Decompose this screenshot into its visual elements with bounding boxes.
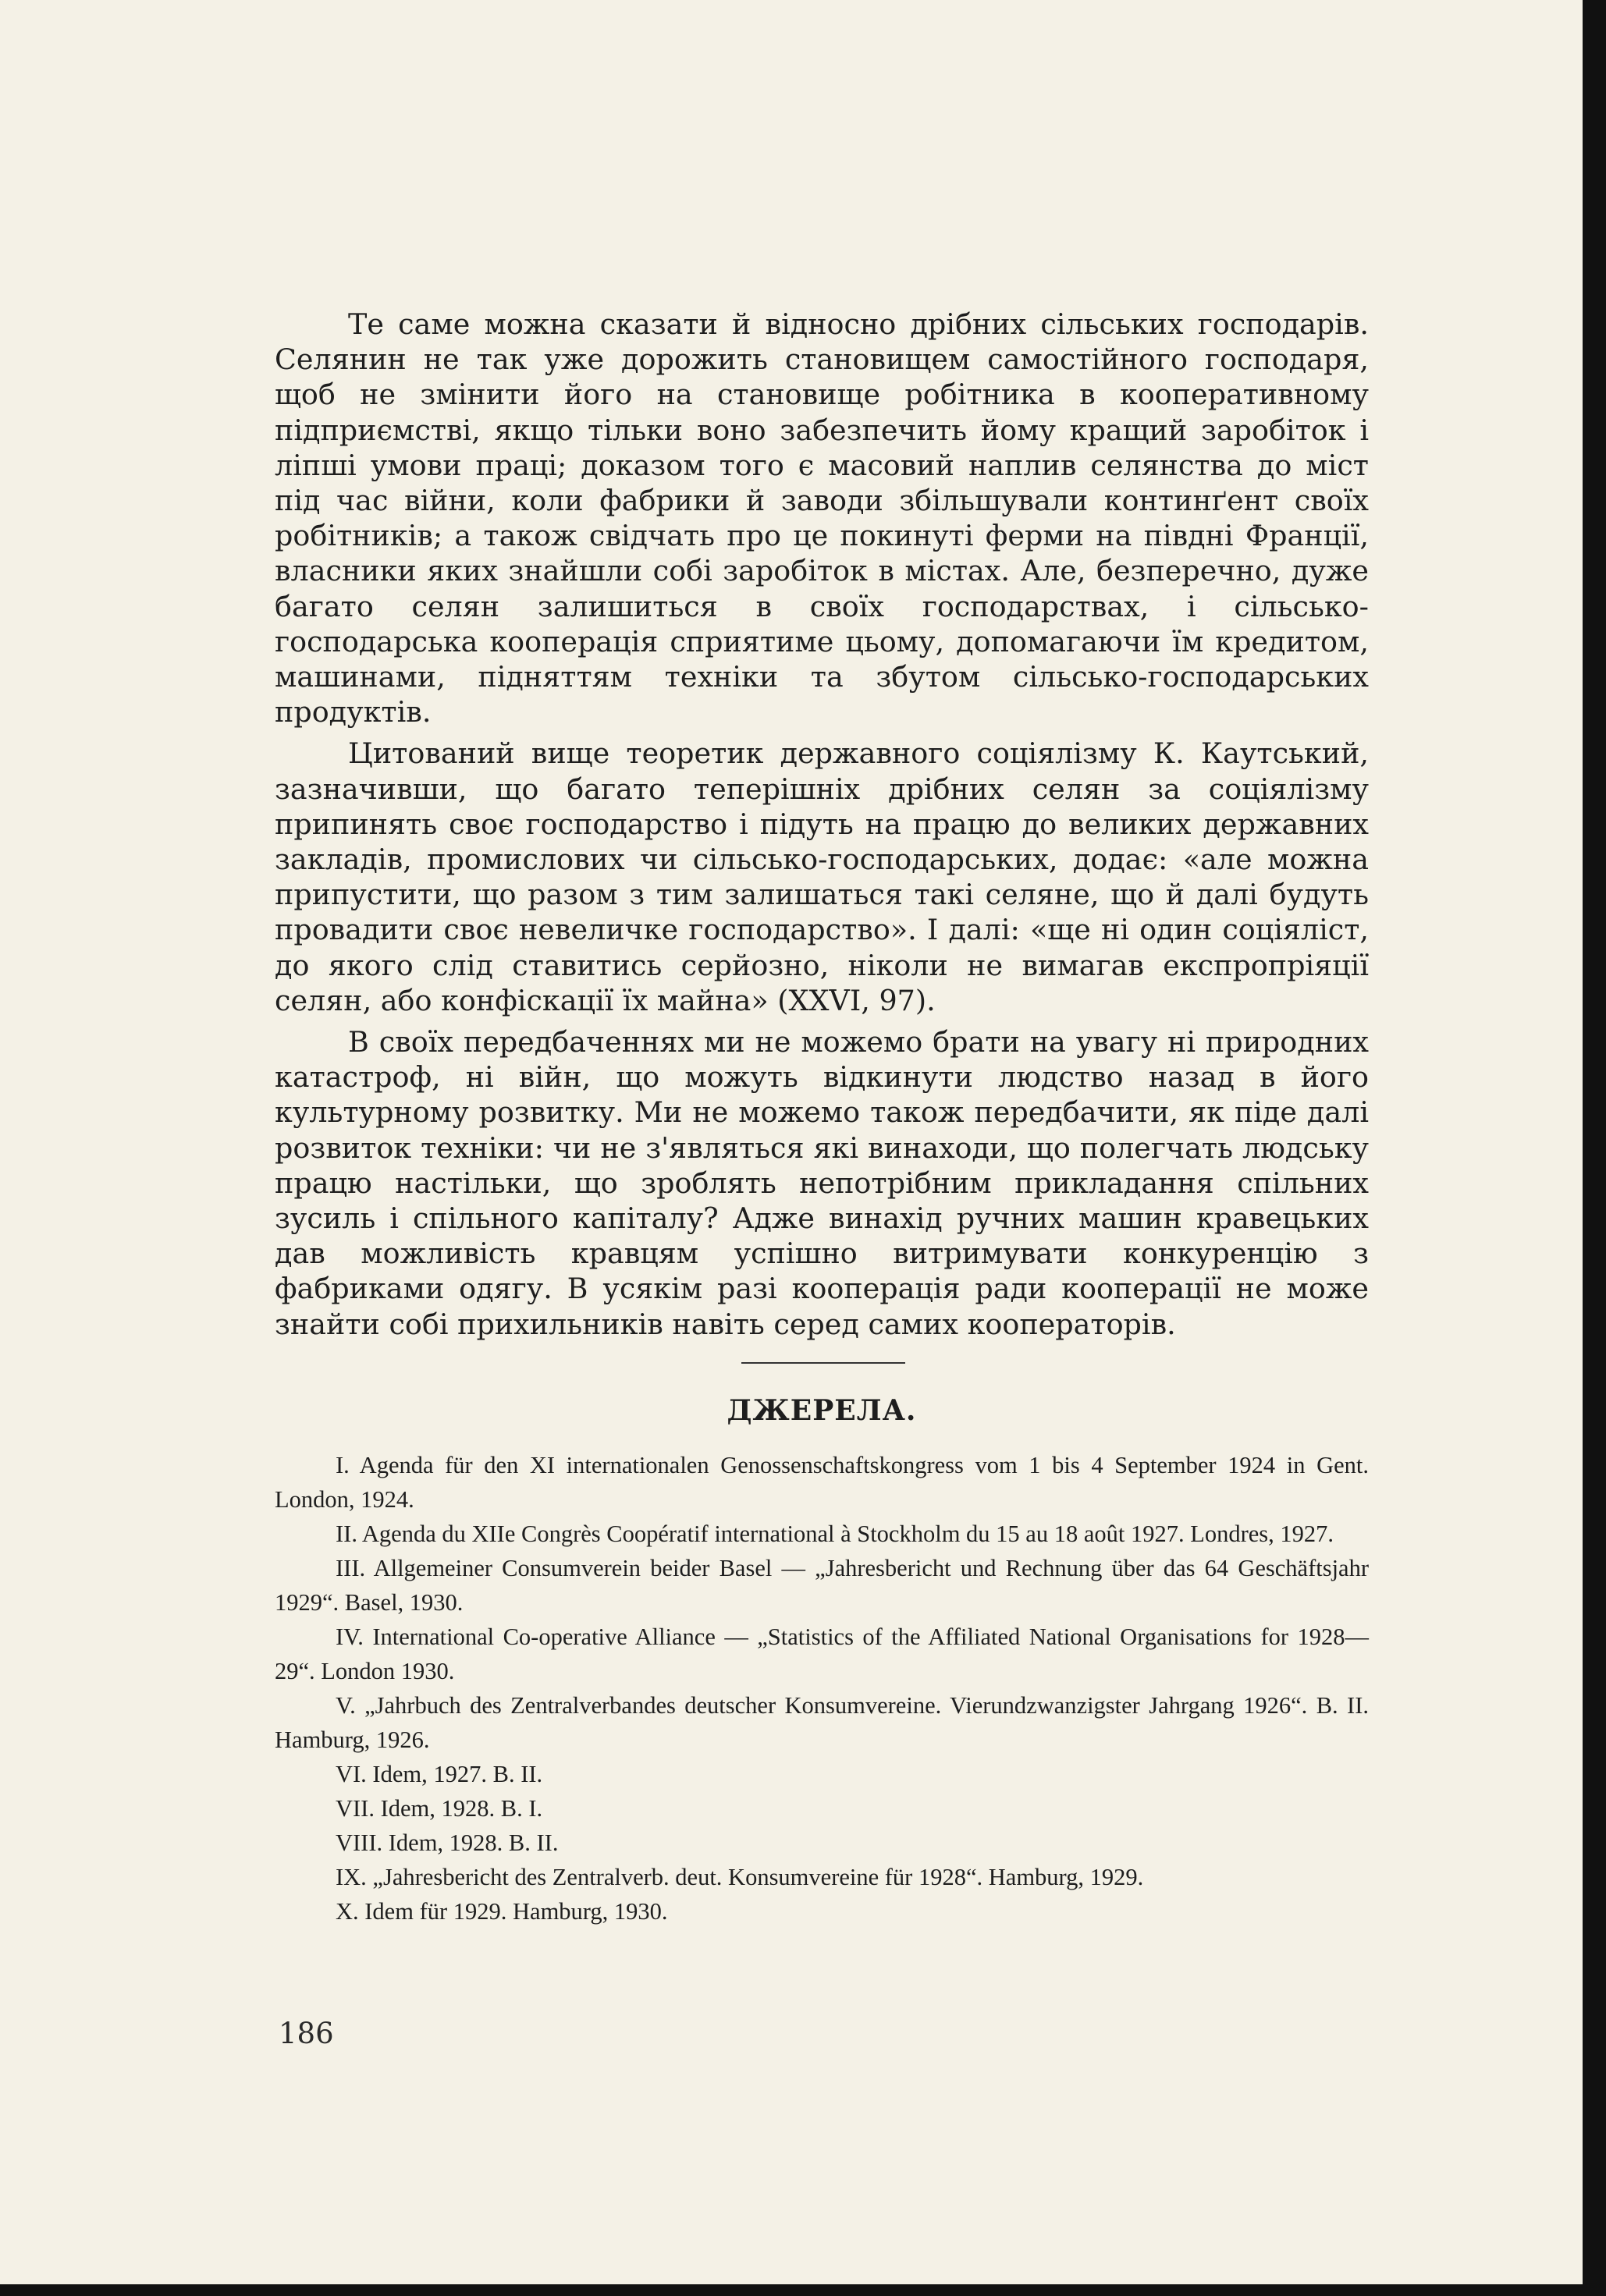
source-item: VIII. Idem, 1928. B. II. <box>336 1829 559 1856</box>
paragraph-2: Цитований вище теоретик державного соціялізму К. Каутський, зазначивши, що багато теперішніх дрібних селян за соціялізму припинять своє господарство і підуть на працю до великих державних закладів, промислових чи сільсько-господарських, додає: «але можна припустити, що разом з тим залишаться такі селяне, що й далі будуть провадити своє невеличке господарство». І далі: «ще ні один соціяліст, до якого слід ставитись серйозно, ніколи не вимагав експропріяції селян, або конфіскації їх майна» (XXVI, 97). <box>275 736 1369 1017</box>
source-item: I. Agenda für den XI internationalen Genossenschaftskongress vom 1 bis 4 September 1924 in Gent. London, 1924. <box>275 1452 1369 1513</box>
sources-list <box>275 1448 1369 1929</box>
source-item: VI. Idem, 1927. B. II. <box>336 1761 543 1787</box>
source-item: III. Allgemeiner Consumverein beider Basel — „Jahresbericht und Rechnung über das 64 Geschäftsjahr 1929“. Basel, 1930. <box>275 1555 1369 1616</box>
section-divider <box>741 1362 905 1364</box>
source-item: IX. „Jahresbericht des Zentralverb. deut. Konsumvereine für 1928“. Hamburg, 1929. <box>336 1864 1144 1890</box>
paragraph-3: В своїх передбаченнях ми не можемо брати на увагу ні природних катастроф, ні війн, що можуть відкинути людство назад в його культурному розвитку. Ми не можемо також передбачити, як піде далі розвиток техніки: чи не з'являться які винаходи, що полегчать людську працю настільки, що зроблять непотрібним прикладання спільних зусиль і спільного капіталу? Адже винахід ручних машин кравецьких дав можливість кравцям успішно витримувати конкуренцію з фабриками одягу. В усякім разі кооперація ради кооперації не може знайти собі прихильників навіть серед самих кооператорів. <box>275 1025 1369 1341</box>
paragraph-1: Те саме можна сказати й відносно дрібних сільських господарів. Селянин не так уже дорожить становищем самостійного господаря, щоб не змінити його на становище робітника в кооперативному підприємстві, якщо тільки воно забезпечить йому кращий заробіток і ліпші умови праці; доказом того є масовий наплив селянства до міст під час війни, коли фабрики й заводи збільшували континґент своїх робітників; а також свідчать про це покинуті ферми на півдні Франції, власники яких знайшли собі заробіток в містах. Але, безперечно, дуже багато селян залишиться в своїх господарствах, і сільсько-господарська кооперація сприятиме цьому, допомагаючи їм кредитом, машинами, підняттям техніки та збутом сільсько-господарських продуктів. <box>275 307 1369 729</box>
scan-edge-bottom <box>0 2284 1606 2296</box>
source-item: II. Agenda du XIIe Congrès Coopératif international à Stockholm du 15 au 18 août 1927. Londres, 1927. <box>336 1521 1334 1547</box>
scan-edge-right <box>1583 0 1606 2296</box>
source-item: V. „Jahrbuch des Zentralverbandes deutscher Konsumvereine. Vierundzwanzigster Jahrgang 1926“. B. II. Hamburg, 1926. <box>275 1692 1369 1753</box>
page-number: 186 <box>279 2017 334 2050</box>
source-item: IV. International Co-operative Alliance — „Statistics of the Affiliated National Organisations for 1928—29“. London 1930. <box>275 1624 1369 1684</box>
body-text <box>275 307 1369 1348</box>
source-item: X. Idem für 1929. Hamburg, 1930. <box>336 1898 668 1925</box>
sources-heading: ДЖЕРЕЛА. <box>727 1394 917 1427</box>
source-item: VII. Idem, 1928. B. I. <box>336 1795 543 1822</box>
